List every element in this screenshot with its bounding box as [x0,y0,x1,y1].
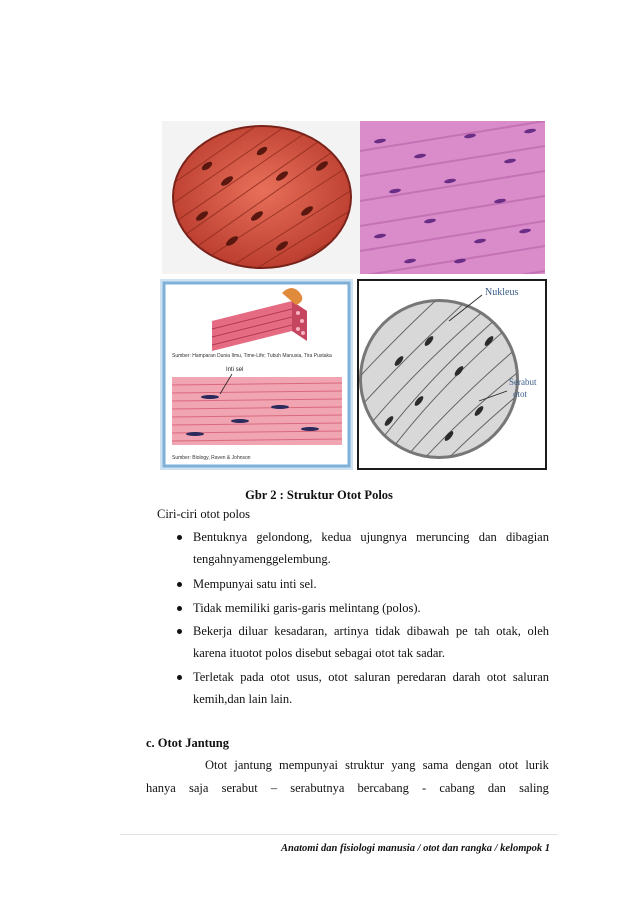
label-otot: otot [513,389,528,399]
bullet-dot [177,675,182,680]
bullet-dot [177,582,182,587]
source-top-text: Sumber: Hamparan Dunia Ilmu, Time-Life; Tubuh Manusia, Tira Pustaka [172,353,332,359]
bullet-item [177,670,549,707]
bullet-dot [177,629,182,634]
bullet-line: Bekerja diluar kesadaran, artinya tidak dibawah pe tah otak, oleh [193,624,549,638]
figure-image-illustration-circle [162,121,362,274]
bullet-dot [177,535,182,540]
label-serabut: Serabut [509,377,537,387]
label-inti-sel: Inti sel [226,367,244,373]
bullet-line: Bentuknya gelondong, kedua ujungnya meruncing dan dibagian [193,530,549,544]
section-intro: Ciri-ciri otot polos [157,507,251,521]
paragraph-line: hanya saja serabut – serabutnya bercabang - cabang dan saling [146,781,549,795]
figure-image-diagram [357,279,547,470]
label-nukleus: Nukleus [485,287,519,298]
paragraph-line: Otot jantung mempunyai struktur yang sama dengan otot lurik [205,758,549,772]
page-footer: Anatomi dan fisiologi manusia / otot dan rangka / kelompok 1 [281,843,550,854]
source-bottom-text: Sumber: Biology, Raven & Johnson [172,455,251,461]
bullet-item [177,624,549,661]
bullet-line: Mempunyai satu inti sel. [193,577,317,591]
figure-image-micrograph [360,121,545,274]
bullet-dot [177,606,182,611]
section-heading: c. Otot Jantung [146,736,229,750]
bullet-line: Terletak pada otot usus, otot saluran peredaran darah otot saluran [193,670,549,684]
figure-image-textbook [160,279,353,470]
bullet-line: kemih,dan lain lain. [193,692,293,706]
bullet-line: tengahnyamenggelembung. [193,552,331,566]
figure-caption: Gbr 2 : Struktur Otot Polos [245,488,393,502]
bullet-line: Tidak memiliki garis-garis melintang (polos). [193,601,421,615]
bullet-item [177,601,549,616]
bullet-item [177,530,549,567]
footer-divider [120,834,558,835]
bullet-item [177,577,549,592]
bullet-line: karena ituotot polos disebut sebagai otot tak sadar. [193,646,446,660]
